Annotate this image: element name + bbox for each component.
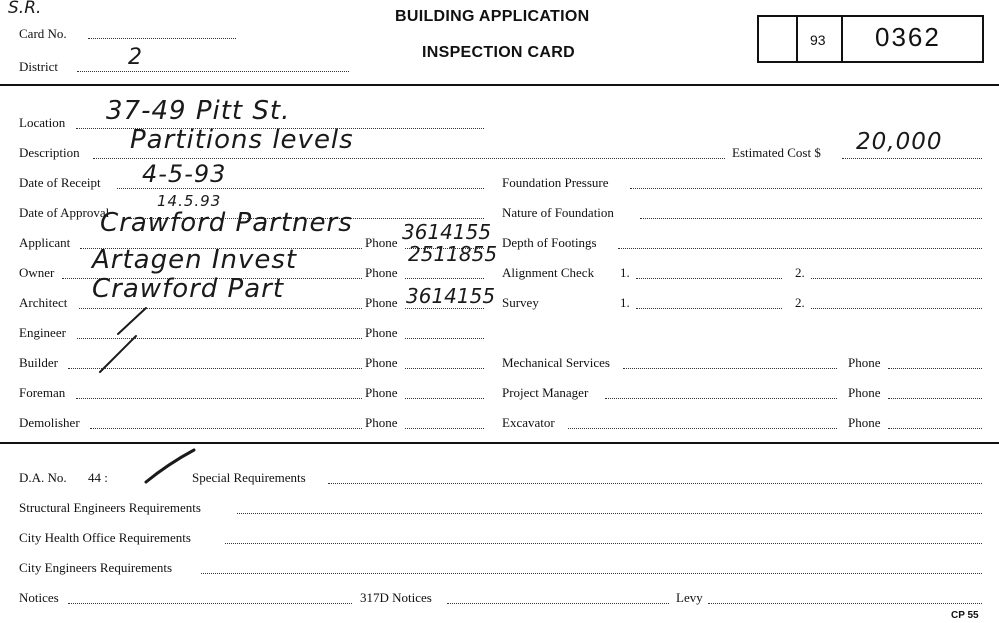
levy-label: Levy xyxy=(676,590,703,605)
notices-317d-label: 317D Notices xyxy=(360,590,432,605)
notices-field[interactable] xyxy=(68,603,352,604)
da-label: D.A. No. xyxy=(19,470,67,485)
card-no-label: Card No. xyxy=(19,26,67,41)
survey-label: Survey xyxy=(502,295,539,310)
approval-value: 14.5.93 xyxy=(157,192,222,210)
receipt-value: 4-5-93 xyxy=(142,160,227,188)
da-tick-mark xyxy=(146,450,194,482)
owner-phone-label: Phone xyxy=(365,265,398,280)
title-line1: BUILDING APPLICATION xyxy=(395,8,590,25)
engineer-phone-label: Phone xyxy=(365,325,398,340)
foreman-label: Foreman xyxy=(19,385,66,400)
builder-phone-label: Phone xyxy=(365,355,398,370)
district-value: 2 xyxy=(128,45,143,70)
sr-mark: S.R. xyxy=(8,0,42,18)
structural-field[interactable] xyxy=(237,513,982,514)
mechanical-phone-label: Phone xyxy=(848,355,881,370)
engineers-field[interactable] xyxy=(201,573,982,574)
special-field[interactable] xyxy=(328,483,982,484)
health-label: City Health Office Requirements xyxy=(19,530,191,545)
alignment-1-label: 1. xyxy=(620,265,630,280)
location-label: Location xyxy=(19,115,66,130)
project-manager-phone-label: Phone xyxy=(848,385,881,400)
demolisher-phone-label: Phone xyxy=(365,415,398,430)
estimated-cost-value: 20,000 xyxy=(856,129,943,155)
notices-label: Notices xyxy=(19,590,59,605)
depth-footings-label: Depth of Footings xyxy=(502,235,597,250)
foreman-phone-label: Phone xyxy=(365,385,398,400)
description-label: Description xyxy=(19,145,80,160)
applicant-phone-label: Phone xyxy=(365,235,398,250)
title-line2: INSPECTION CARD xyxy=(422,44,575,61)
card-number: 0362 xyxy=(875,22,941,52)
project-manager-label: Project Manager xyxy=(502,385,589,400)
approval-label: Date of Approval xyxy=(19,205,110,220)
engineer-label: Engineer xyxy=(19,325,66,340)
owner-label: Owner xyxy=(19,265,55,280)
excavator-phone-label: Phone xyxy=(848,415,881,430)
architect-label: Architect xyxy=(19,295,68,310)
notices-317d-field[interactable] xyxy=(447,603,669,604)
excavator-label: Excavator xyxy=(502,415,555,430)
owner-phone-value: 2511855 xyxy=(408,242,498,266)
parties-divider xyxy=(0,442,999,444)
alignment-label: Alignment Check xyxy=(502,265,595,280)
nature-foundation-label: Nature of Foundation xyxy=(502,205,614,220)
levy-field[interactable] xyxy=(708,603,982,604)
form-code: CP 55 xyxy=(951,610,979,621)
alignment-2-label: 2. xyxy=(795,265,805,280)
estimated-cost-label: Estimated Cost $ xyxy=(732,145,821,160)
owner-value: Artagen Invest xyxy=(92,245,298,275)
engineers-label: City Engineers Requirements xyxy=(19,560,173,575)
architect-phone-value: 3614155 xyxy=(406,284,496,308)
district-label: District xyxy=(19,59,58,74)
structural-label: Structural Engineers Requirements xyxy=(19,500,201,515)
da-value: 44 : xyxy=(88,470,108,485)
survey-1-label: 1. xyxy=(620,295,630,310)
receipt-label: Date of Receipt xyxy=(19,175,101,190)
applicant-phone-value: 3614155 xyxy=(402,220,492,244)
location-value: 37-49 Pitt St. xyxy=(106,96,291,126)
applicant-value: Crawford Partners xyxy=(100,208,353,238)
special-label: Special Requirements xyxy=(192,470,306,485)
engineer-strike-mark xyxy=(118,308,146,334)
survey-2-label: 2. xyxy=(795,295,805,310)
health-field[interactable] xyxy=(225,543,982,544)
mechanical-label: Mechanical Services xyxy=(502,355,610,370)
builder-strike-mark xyxy=(100,336,136,372)
architect-value: Crawford Part xyxy=(92,274,285,304)
builder-label: Builder xyxy=(19,355,58,370)
year-code: 93 xyxy=(810,32,826,48)
description-value: Partitions levels xyxy=(130,125,354,155)
applicant-label: Applicant xyxy=(19,235,71,250)
architect-phone-label: Phone xyxy=(365,295,398,310)
foundation-pressure-label: Foundation Pressure xyxy=(502,175,609,190)
demolisher-label: Demolisher xyxy=(19,415,80,430)
